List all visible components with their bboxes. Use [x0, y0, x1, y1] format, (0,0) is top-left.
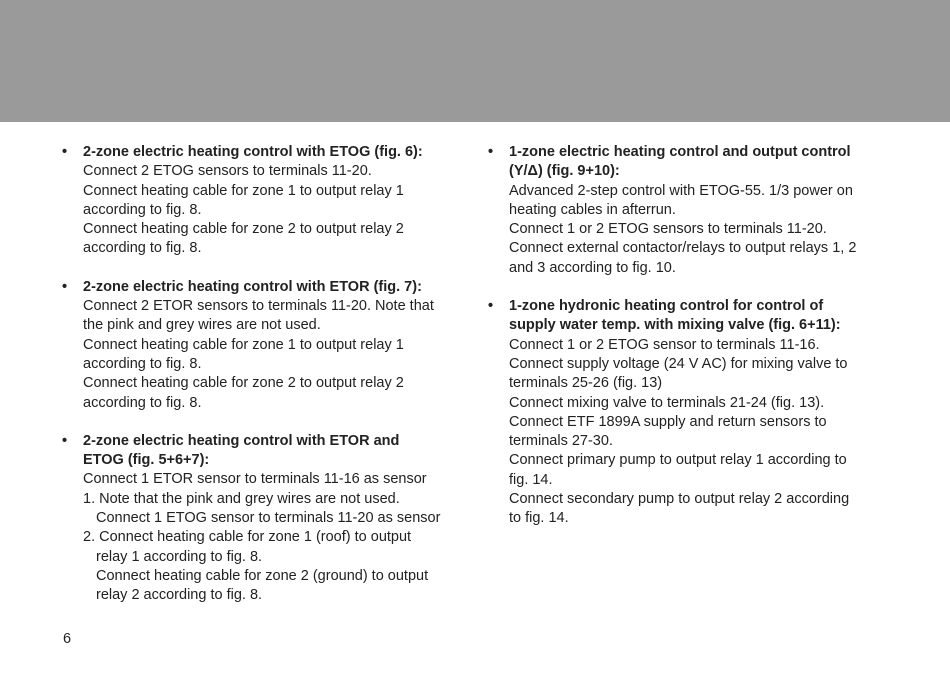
- left-column: [62, 143, 464, 625]
- item-title: ETOG (fig. 5+6+7):: [83, 452, 210, 469]
- item-title: 1-zone hydronic heating control for control of: [509, 298, 824, 315]
- right-column: [488, 143, 888, 548]
- item-line: Connect heating cable for zone 1 to output relay 1: [83, 182, 404, 199]
- item-line: terminals 27-30.: [509, 433, 613, 450]
- item-line: Connect 1 ETOR sensor to terminals 11-16 as sensor: [83, 471, 427, 488]
- item-line: Connect 2 ETOG sensors to terminals 11-20.: [83, 163, 372, 180]
- item-line: relay 2 according to fig. 8.: [96, 587, 263, 604]
- item-line: Connect heating cable for zone 2 (ground) to output: [96, 567, 429, 584]
- list-item: [62, 432, 464, 606]
- item-line: the pink and grey wires are not used.: [83, 317, 321, 334]
- item-line: and 3 according to fig. 10.: [509, 259, 676, 276]
- list-item: [488, 297, 888, 529]
- item-line: fig. 14.: [509, 471, 553, 488]
- item-title: 2-zone electric heating control with ETOR and: [83, 432, 400, 449]
- item-line: Connect 1 or 2 ETOG sensors to terminals 11-20.: [509, 221, 827, 238]
- item-line: Connect external contactor/relays to output relays 1, 2: [509, 240, 857, 257]
- bullet-icon: •: [62, 144, 68, 160]
- list-item: [488, 143, 888, 278]
- list-item: [62, 278, 464, 413]
- item-line: Connect 2 ETOR sensors to terminals 11-20. Note that: [83, 298, 434, 315]
- list-item: [62, 143, 464, 259]
- item-line: Connect primary pump to output relay 1 according to: [509, 452, 847, 469]
- item-line: according to fig. 8.: [83, 394, 202, 411]
- item-line: 2. Connect heating cable for zone 1 (roof) to output: [83, 529, 412, 546]
- item-line: Connect heating cable for zone 2 to output relay 2: [83, 375, 404, 392]
- item-line: Connect ETF 1899A supply and return sensors to: [509, 413, 827, 430]
- item-line: relay 1 according to fig. 8.: [96, 548, 263, 565]
- item-line: heating cables in afterrun.: [509, 201, 676, 218]
- item-line: Connect secondary pump to output relay 2 according: [509, 491, 850, 508]
- item-line: Connect 1 or 2 ETOG sensor to terminals 11-16.: [509, 336, 820, 353]
- page-number: 6: [63, 631, 72, 647]
- item-line: according to fig. 8.: [83, 355, 202, 372]
- item-line: terminals 25-26 (fig. 13): [509, 375, 663, 392]
- item-line: 1. Note that the pink and grey wires are not used.: [83, 490, 400, 507]
- bullet-icon: •: [62, 278, 68, 295]
- item-line: Connect mixing valve to terminals 21-24 (fig. 13).: [509, 394, 825, 411]
- item-line: Advanced 2-step control with ETOG-55. 1/3 power on: [509, 182, 853, 199]
- item-title: 2-zone electric heating control with ETOR (fig. 7):: [83, 278, 422, 295]
- item-title: supply water temp. with mixing valve (fig. 6+11):: [509, 317, 841, 334]
- item-line: according to fig. 8.: [83, 240, 202, 257]
- item-line: Connect heating cable for zone 1 to output relay 1: [83, 336, 404, 353]
- bullet-icon: •: [62, 432, 68, 449]
- item-line: Connect heating cable for zone 2 to output relay 2: [83, 221, 404, 238]
- item-line: Connect 1 ETOG sensor to terminals 11-20 as sensor: [96, 510, 441, 527]
- item-line: according to fig. 8.: [83, 201, 202, 218]
- item-title: 2-zone electric heating control with ETOG (fig. 6):: [83, 144, 423, 160]
- item-line: to fig. 14.: [509, 510, 569, 527]
- bullet-icon: •: [488, 298, 494, 315]
- header-band: [0, 0, 950, 122]
- item-line: Connect supply voltage (24 V AC) for mixing valve to: [509, 355, 848, 372]
- bullet-icon: •: [488, 144, 494, 160]
- item-title: (Y/Δ) (fig. 9+10):: [509, 163, 620, 180]
- item-title: 1-zone electric heating control and output control: [509, 144, 851, 160]
